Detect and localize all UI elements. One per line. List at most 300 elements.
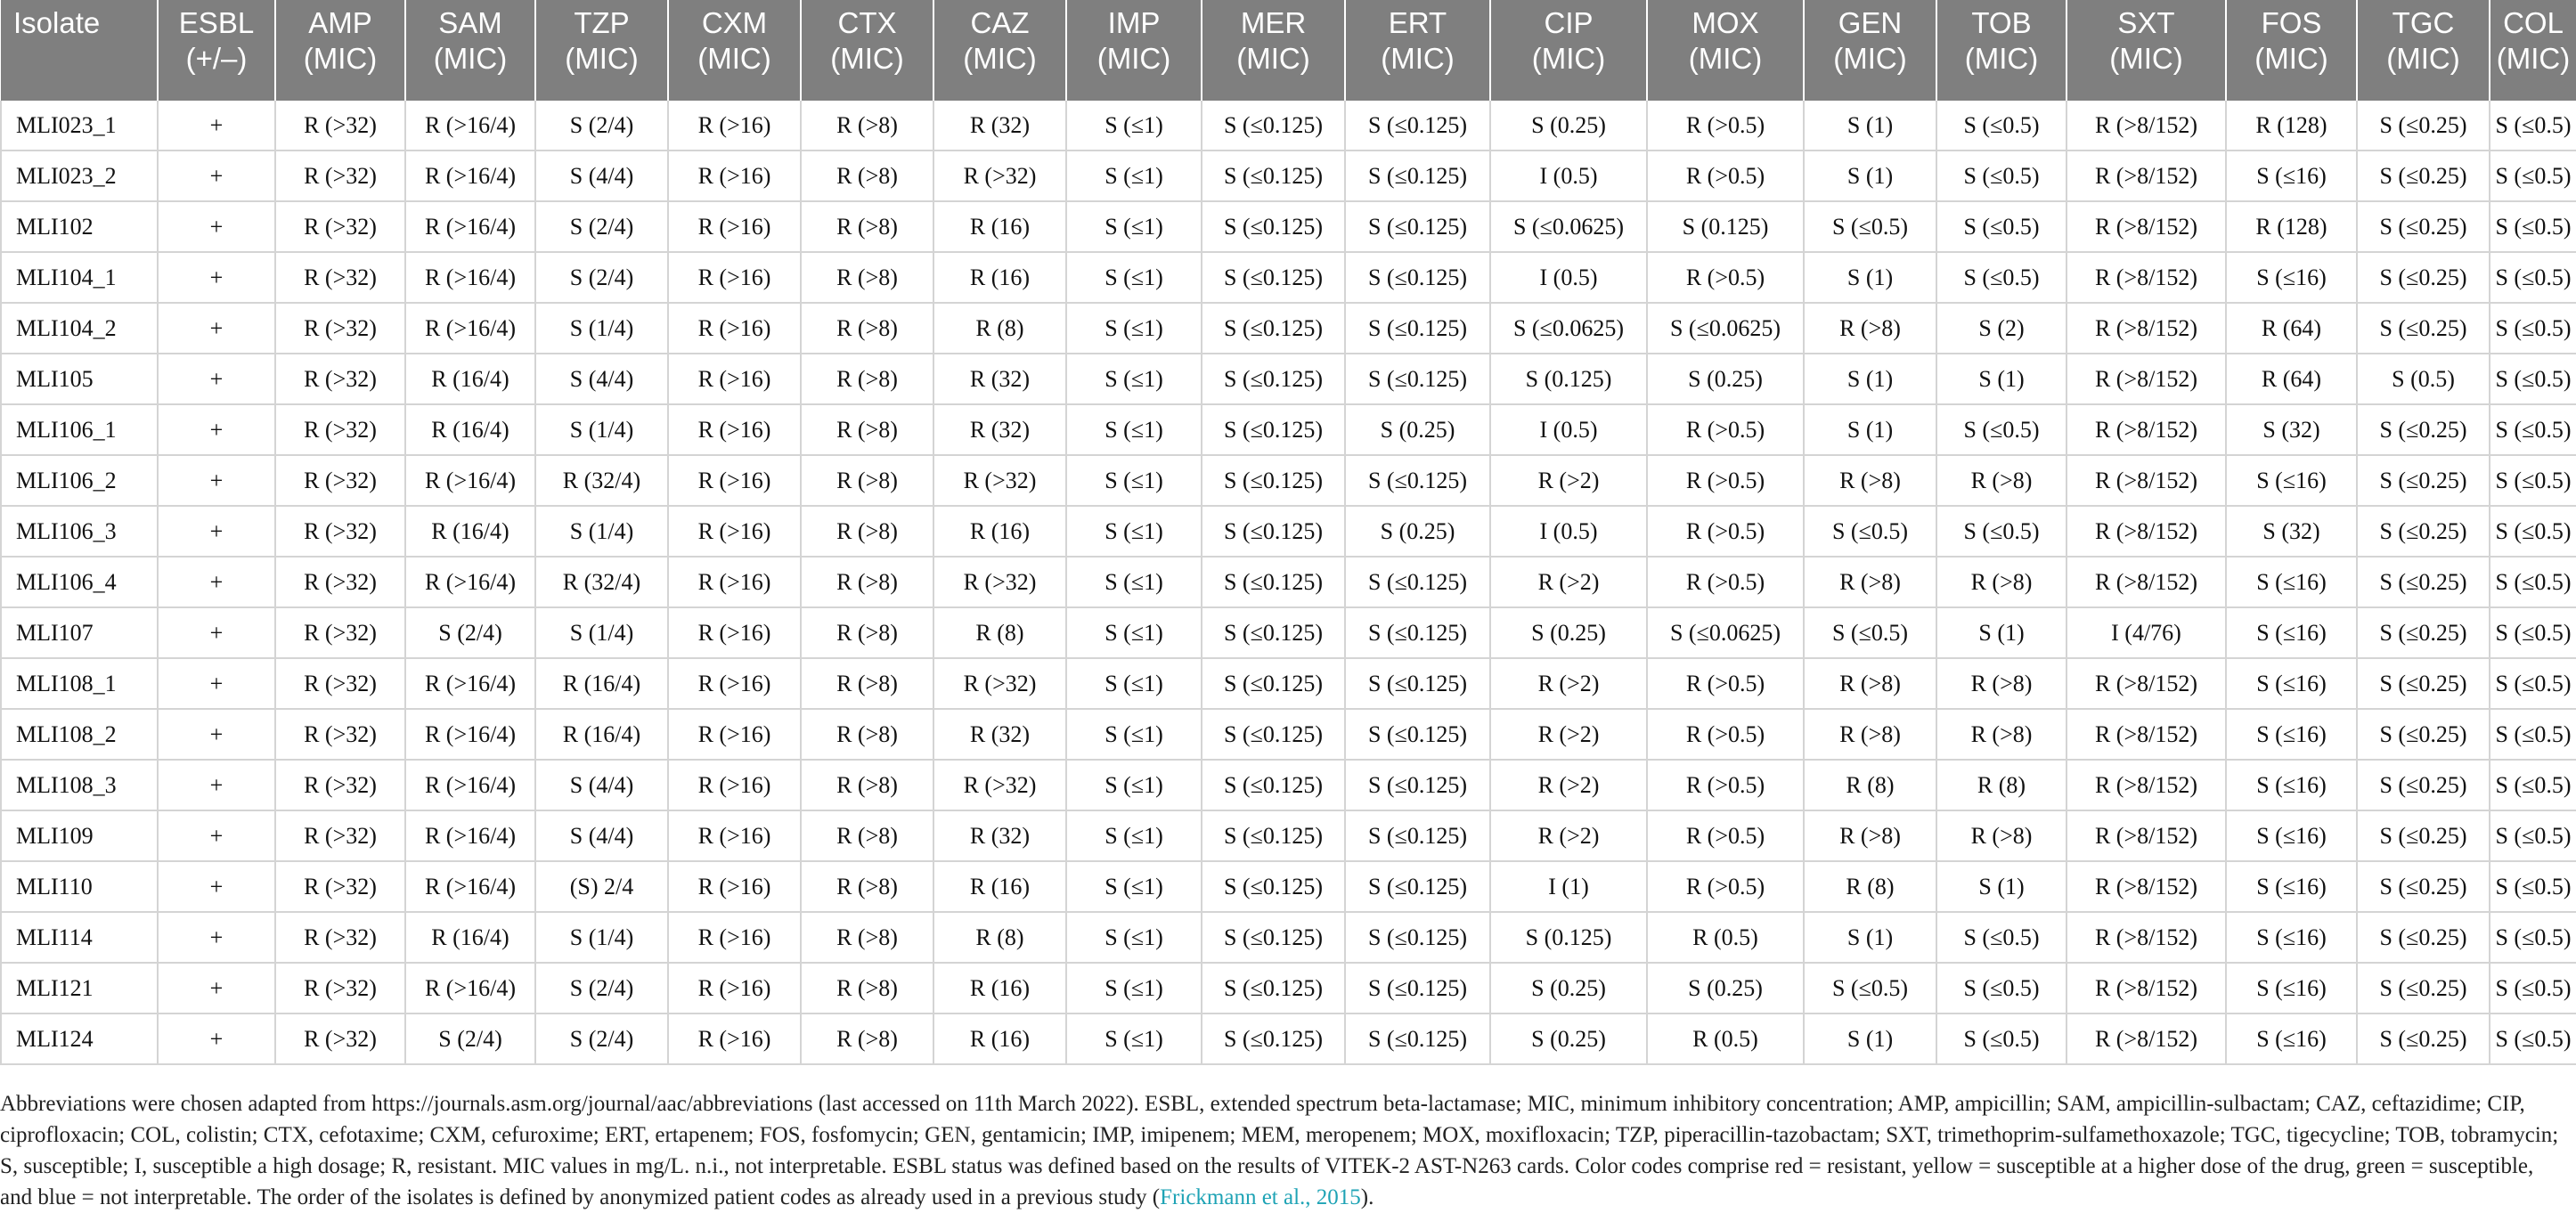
mic-cell: S (1) bbox=[1936, 607, 2067, 658]
mic-cell: R (>32) bbox=[275, 404, 405, 455]
mic-cell: R (>8) bbox=[1936, 658, 2067, 709]
mic-cell: R (>0.5) bbox=[1647, 658, 1804, 709]
mic-cell: R (>32) bbox=[275, 201, 405, 252]
mic-cell: S (≤0.125) bbox=[1202, 252, 1345, 303]
mic-cell: R (>32) bbox=[275, 861, 405, 912]
mic-cell: S (4/4) bbox=[535, 151, 668, 201]
mic-cell: R (>2) bbox=[1490, 658, 1647, 709]
mic-cell: S (≤1) bbox=[1066, 557, 1202, 607]
column-header: CAZ (MIC) bbox=[933, 0, 1066, 101]
mic-cell: R (>8/152) bbox=[2067, 861, 2226, 912]
mic-cell: S (32) bbox=[2226, 404, 2357, 455]
table-row bbox=[1, 912, 2576, 963]
mic-cell: S (≤0.125) bbox=[1345, 252, 1490, 303]
mic-cell: R (>32) bbox=[275, 557, 405, 607]
mic-cell: R (>16/4) bbox=[405, 101, 535, 151]
mic-cell: R (>16/4) bbox=[405, 252, 535, 303]
mic-cell: R (128) bbox=[2226, 101, 2357, 151]
mic-cell: S (≤0.25) bbox=[2357, 455, 2490, 506]
mic-cell: + bbox=[158, 861, 275, 912]
mic-cell: R (>8/152) bbox=[2067, 404, 2226, 455]
mic-cell: S (≤0.5) bbox=[2490, 201, 2576, 252]
mic-cell: R (>8) bbox=[1804, 455, 1936, 506]
column-header: ESBL (+/–) bbox=[158, 0, 275, 101]
mic-cell: S (≤0.125) bbox=[1202, 201, 1345, 252]
isolate-cell: MLI023_2 bbox=[1, 151, 158, 201]
mic-cell: + bbox=[158, 810, 275, 861]
isolate-cell: MLI114 bbox=[1, 912, 158, 963]
mic-cell: R (>32) bbox=[275, 912, 405, 963]
mic-cell: S (≤0.5) bbox=[1936, 151, 2067, 201]
mic-cell: S (≤0.25) bbox=[2357, 101, 2490, 151]
mic-cell: S (≤16) bbox=[2226, 658, 2357, 709]
mic-cell: R (>0.5) bbox=[1647, 709, 1804, 760]
mic-cell: R (>32) bbox=[275, 303, 405, 354]
mic-cell: R (>8) bbox=[801, 810, 933, 861]
isolate-cell: MLI106_4 bbox=[1, 557, 158, 607]
mic-cell: S (2/4) bbox=[535, 252, 668, 303]
mic-cell: R (>16/4) bbox=[405, 455, 535, 506]
mic-cell: R (>16) bbox=[668, 506, 801, 557]
mic-cell: R (>16) bbox=[668, 455, 801, 506]
mic-cell: + bbox=[158, 201, 275, 252]
mic-cell: R (16) bbox=[933, 963, 1066, 1013]
mic-cell: S (2/4) bbox=[535, 101, 668, 151]
mic-cell: S (≤0.125) bbox=[1202, 506, 1345, 557]
mic-cell: R (>8) bbox=[801, 303, 933, 354]
mic-cell: S (≤0.125) bbox=[1202, 354, 1345, 404]
mic-cell: S (≤0.5) bbox=[1936, 404, 2067, 455]
mic-cell: + bbox=[158, 557, 275, 607]
mic-cell: S (≤0.5) bbox=[1936, 963, 2067, 1013]
mic-cell: + bbox=[158, 658, 275, 709]
mic-cell: R (8) bbox=[1804, 760, 1936, 810]
mic-cell: S (≤0.125) bbox=[1345, 354, 1490, 404]
mic-cell: S (≤16) bbox=[2226, 861, 2357, 912]
mic-cell: S (≤0.125) bbox=[1202, 963, 1345, 1013]
mic-cell: S (≤0.125) bbox=[1345, 101, 1490, 151]
mic-cell: R (>32) bbox=[275, 607, 405, 658]
column-header: CIP (MIC) bbox=[1490, 0, 1647, 101]
isolate-cell: MLI106_1 bbox=[1, 404, 158, 455]
mic-cell: R (32) bbox=[933, 101, 1066, 151]
mic-cell: S (≤1) bbox=[1066, 455, 1202, 506]
mic-cell: R (>8) bbox=[1804, 557, 1936, 607]
mic-cell: R (>16) bbox=[668, 1013, 801, 1064]
mic-cell: R (>8) bbox=[801, 658, 933, 709]
mic-cell: R (>8) bbox=[801, 354, 933, 404]
mic-cell: S (≤0.125) bbox=[1202, 303, 1345, 354]
table-row bbox=[1, 963, 2576, 1013]
mic-cell: R (>8/152) bbox=[2067, 354, 2226, 404]
mic-cell: S (1) bbox=[1804, 1013, 1936, 1064]
column-header: ERT (MIC) bbox=[1345, 0, 1490, 101]
mic-cell: S (≤0.5) bbox=[2490, 963, 2576, 1013]
isolate-cell: MLI108_3 bbox=[1, 760, 158, 810]
mic-cell: R (>8/152) bbox=[2067, 151, 2226, 201]
mic-cell: R (>8/152) bbox=[2067, 201, 2226, 252]
mic-cell: S (≤1) bbox=[1066, 760, 1202, 810]
table-row bbox=[1, 506, 2576, 557]
mic-cell: S (1) bbox=[1936, 861, 2067, 912]
mic-cell: R (>32) bbox=[275, 455, 405, 506]
mic-cell: S (≤0.125) bbox=[1202, 810, 1345, 861]
mic-cell: R (16/4) bbox=[405, 404, 535, 455]
mic-cell: + bbox=[158, 760, 275, 810]
mic-cell: R (8) bbox=[933, 607, 1066, 658]
mic-cell: R (16) bbox=[933, 861, 1066, 912]
mic-cell: R (32) bbox=[933, 354, 1066, 404]
mic-cell: R (>0.5) bbox=[1647, 557, 1804, 607]
mic-cell: R (>0.5) bbox=[1647, 760, 1804, 810]
isolate-cell: MLI107 bbox=[1, 607, 158, 658]
mic-cell: R (32/4) bbox=[535, 557, 668, 607]
mic-cell: R (>8) bbox=[801, 963, 933, 1013]
mic-cell: S (0.125) bbox=[1490, 354, 1647, 404]
mic-cell: R (>0.5) bbox=[1647, 252, 1804, 303]
mic-cell: S (≤1) bbox=[1066, 404, 1202, 455]
mic-cell: S (≤0.5) bbox=[2490, 607, 2576, 658]
mic-cell: S (2/4) bbox=[535, 1013, 668, 1064]
mic-cell: R (>8) bbox=[1804, 709, 1936, 760]
mic-cell: S (≤16) bbox=[2226, 810, 2357, 861]
column-header: AMP (MIC) bbox=[275, 0, 405, 101]
mic-cell: S (0.25) bbox=[1647, 963, 1804, 1013]
mic-cell: R (>16) bbox=[668, 101, 801, 151]
table-row bbox=[1, 557, 2576, 607]
isolate-cell: MLI102 bbox=[1, 201, 158, 252]
mic-cell: R (>8) bbox=[801, 151, 933, 201]
table-row bbox=[1, 1013, 2576, 1064]
column-header: COL (MIC) bbox=[2490, 0, 2576, 101]
mic-cell: R (>16) bbox=[668, 404, 801, 455]
isolate-cell: MLI106_3 bbox=[1, 506, 158, 557]
mic-cell: S (≤0.5) bbox=[2490, 709, 2576, 760]
mic-cell: R (>32) bbox=[933, 151, 1066, 201]
mic-cell: S (≤1) bbox=[1066, 101, 1202, 151]
mic-cell: S (≤0.25) bbox=[2357, 912, 2490, 963]
mic-cell: S (≤16) bbox=[2226, 151, 2357, 201]
column-header: CTX (MIC) bbox=[801, 0, 933, 101]
mic-cell: R (16) bbox=[933, 506, 1066, 557]
mic-cell: S (≤0.125) bbox=[1345, 760, 1490, 810]
mic-cell: R (>16) bbox=[668, 963, 801, 1013]
mic-cell: R (>32) bbox=[933, 557, 1066, 607]
mic-cell: S (≤0.25) bbox=[2357, 658, 2490, 709]
mic-cell: + bbox=[158, 303, 275, 354]
table-header bbox=[1, 0, 2576, 101]
mic-cell: S (1) bbox=[1804, 354, 1936, 404]
mic-cell: R (128) bbox=[2226, 201, 2357, 252]
mic-cell: R (16/4) bbox=[535, 709, 668, 760]
mic-cell: S (≤0.5) bbox=[1936, 506, 2067, 557]
column-header: IMP (MIC) bbox=[1066, 0, 1202, 101]
mic-cell: + bbox=[158, 151, 275, 201]
mic-cell: I (0.5) bbox=[1490, 404, 1647, 455]
footnote-text: Abbreviations were chosen adapted from https://journals.asm.org/journal/aac/abbreviations (last accessed on 11th March 2022). ESBL, extended spectrum beta-lactamase; MIC, minimum inhibitory concentration; AMP, ampicillin; SAM, ampicillin-sulbactam; CAZ, ceftazidime; CIP, ciprofloxacin; COL, colistin; CTX, cefotaxime; CXM, cefuroxime; ERT, ertapenem; FOS, fosfomycin; GEN, gentamicin; IMP, imipenem; MEM, meropenem; MOX, moxifloxacin; TZP, piperacillin-tazobactam; SXT, trimethoprim-sulfamethoxazole; TGC, tigecycline; TOB, tobramycin; S, susceptible; I, susceptible a high dosage; R, resistant. MIC values in mg/L. n.i., not interpretable. ESBL status was defined based on the results of VITEK-2 AST-N263 cards. Color codes comprise red = resistant, yellow = susceptible at a higher dose of the drug, green = susceptible, and blue = not interpretable. The order of the isolates is defined by anonymized patient codes as already used in a previous study ( bbox=[0, 1092, 2559, 1209]
mic-cell: R (16/4) bbox=[405, 912, 535, 963]
mic-cell: S (≤0.5) bbox=[2490, 101, 2576, 151]
mic-cell: S (≤16) bbox=[2226, 252, 2357, 303]
mic-cell: S (≤0.125) bbox=[1202, 607, 1345, 658]
mic-cell: S (≤0.125) bbox=[1202, 455, 1345, 506]
table-row bbox=[1, 151, 2576, 201]
mic-cell: S (1/4) bbox=[535, 303, 668, 354]
column-header: SXT (MIC) bbox=[2067, 0, 2226, 101]
mic-cell: S (0.25) bbox=[1490, 1013, 1647, 1064]
mic-cell: S (0.25) bbox=[1345, 506, 1490, 557]
mic-cell: + bbox=[158, 101, 275, 151]
mic-cell: R (>8) bbox=[1804, 303, 1936, 354]
header-row bbox=[1, 0, 2576, 101]
mic-cell: S (1/4) bbox=[535, 404, 668, 455]
mic-cell: S (≤1) bbox=[1066, 506, 1202, 557]
mic-cell: S (≤0.5) bbox=[2490, 354, 2576, 404]
mic-cell: I (0.5) bbox=[1490, 506, 1647, 557]
mic-cell: S (1) bbox=[1936, 354, 2067, 404]
mic-cell: R (>32) bbox=[275, 354, 405, 404]
mic-cell: S (≤0.25) bbox=[2357, 1013, 2490, 1064]
isolate-cell: MLI109 bbox=[1, 810, 158, 861]
mic-cell: S (≤0.0625) bbox=[1647, 303, 1804, 354]
mic-cell: S (≤0.125) bbox=[1345, 557, 1490, 607]
mic-cell: S (≤0.5) bbox=[2490, 810, 2576, 861]
mic-cell: S (2/4) bbox=[535, 201, 668, 252]
mic-cell: S (≤1) bbox=[1066, 810, 1202, 861]
mic-cell: R (>16/4) bbox=[405, 963, 535, 1013]
mic-cell: I (0.5) bbox=[1490, 252, 1647, 303]
mic-cell: R (>32) bbox=[275, 151, 405, 201]
isolate-cell: MLI108_2 bbox=[1, 709, 158, 760]
mic-cell: S (≤0.5) bbox=[2490, 658, 2576, 709]
mic-cell: S (1) bbox=[1804, 912, 1936, 963]
mic-cell: R (>8) bbox=[801, 404, 933, 455]
mic-cell: R (>16) bbox=[668, 658, 801, 709]
mic-cell: S (≤0.5) bbox=[2490, 557, 2576, 607]
mic-cell: R (8) bbox=[933, 912, 1066, 963]
mic-cell: S (1) bbox=[1804, 101, 1936, 151]
mic-cell: R (>2) bbox=[1490, 455, 1647, 506]
mic-cell: R (>8) bbox=[1804, 810, 1936, 861]
mic-cell: S (0.125) bbox=[1490, 912, 1647, 963]
mic-cell: R (>16/4) bbox=[405, 201, 535, 252]
mic-cell: S (≤0.25) bbox=[2357, 709, 2490, 760]
mic-cell: S (≤0.25) bbox=[2357, 810, 2490, 861]
mic-cell: S (0.25) bbox=[1345, 404, 1490, 455]
mic-cell: + bbox=[158, 404, 275, 455]
mic-cell: R (>8) bbox=[801, 506, 933, 557]
mic-cell: S (≤0.25) bbox=[2357, 607, 2490, 658]
mic-cell: R (>8) bbox=[1804, 658, 1936, 709]
mic-cell: R (16/4) bbox=[535, 658, 668, 709]
mic-cell: R (>16) bbox=[668, 201, 801, 252]
mic-cell: S (≤0.125) bbox=[1345, 1013, 1490, 1064]
mic-cell: + bbox=[158, 963, 275, 1013]
mic-cell: R (>8/152) bbox=[2067, 912, 2226, 963]
mic-cell: R (>8) bbox=[1936, 455, 2067, 506]
mic-cell: R (>8/152) bbox=[2067, 709, 2226, 760]
table-row bbox=[1, 201, 2576, 252]
mic-cell: R (>0.5) bbox=[1647, 151, 1804, 201]
mic-cell: R (32) bbox=[933, 404, 1066, 455]
mic-cell: R (>8/152) bbox=[2067, 101, 2226, 151]
mic-cell: R (>8/152) bbox=[2067, 658, 2226, 709]
mic-cell: S (0.25) bbox=[1490, 963, 1647, 1013]
mic-cell: R (>8) bbox=[801, 252, 933, 303]
mic-cell: R (>8/152) bbox=[2067, 760, 2226, 810]
mic-cell: R (>32) bbox=[275, 252, 405, 303]
mic-cell: S (≤0.25) bbox=[2357, 506, 2490, 557]
table-row bbox=[1, 303, 2576, 354]
table-row bbox=[1, 252, 2576, 303]
mic-cell: S (4/4) bbox=[535, 810, 668, 861]
mic-cell: S (≤0.125) bbox=[1345, 151, 1490, 201]
mic-cell: R (16/4) bbox=[405, 354, 535, 404]
mic-cell: + bbox=[158, 1013, 275, 1064]
mic-cell: S (≤16) bbox=[2226, 709, 2357, 760]
mic-cell: R (>16/4) bbox=[405, 760, 535, 810]
mic-cell: S (≤1) bbox=[1066, 252, 1202, 303]
mic-cell: S (2) bbox=[1936, 303, 2067, 354]
mic-cell: R (>16) bbox=[668, 557, 801, 607]
mic-cell: S (≤0.125) bbox=[1202, 101, 1345, 151]
mic-cell: S (2/4) bbox=[405, 1013, 535, 1064]
mic-cell: R (>2) bbox=[1490, 709, 1647, 760]
mic-cell: S (≤16) bbox=[2226, 1013, 2357, 1064]
mic-cell: S (≤0.5) bbox=[2490, 252, 2576, 303]
isolate-cell: MLI124 bbox=[1, 1013, 158, 1064]
mic-cell: S (≤0.0625) bbox=[1490, 201, 1647, 252]
mic-cell: R (8) bbox=[1936, 760, 2067, 810]
mic-cell: S (≤0.0625) bbox=[1647, 607, 1804, 658]
table-row bbox=[1, 861, 2576, 912]
mic-cell: R (16) bbox=[933, 252, 1066, 303]
mic-cell: S (≤0.5) bbox=[2490, 303, 2576, 354]
mic-cell: R (>8) bbox=[1936, 810, 2067, 861]
mic-cell: + bbox=[158, 506, 275, 557]
mic-cell: S (1) bbox=[1804, 252, 1936, 303]
mic-cell: S (≤0.5) bbox=[2490, 760, 2576, 810]
column-header: GEN (MIC) bbox=[1804, 0, 1936, 101]
mic-cell: S (≤1) bbox=[1066, 151, 1202, 201]
mic-cell: R (8) bbox=[1804, 861, 1936, 912]
isolate-cell: MLI104_1 bbox=[1, 252, 158, 303]
mic-cell: I (0.5) bbox=[1490, 151, 1647, 201]
mic-cell: R (>32) bbox=[275, 963, 405, 1013]
column-header: MER (MIC) bbox=[1202, 0, 1345, 101]
mic-cell: R (>32) bbox=[275, 658, 405, 709]
mic-cell: R (0.5) bbox=[1647, 1013, 1804, 1064]
mic-cell: S (0.25) bbox=[1490, 607, 1647, 658]
mic-cell: R (>16/4) bbox=[405, 557, 535, 607]
mic-cell: R (>2) bbox=[1490, 760, 1647, 810]
table-row bbox=[1, 709, 2576, 760]
mic-cell: S (≤0.5) bbox=[1804, 607, 1936, 658]
isolate-cell: MLI121 bbox=[1, 963, 158, 1013]
mic-cell: S (≤0.125) bbox=[1345, 455, 1490, 506]
mic-cell: S (≤0.125) bbox=[1345, 607, 1490, 658]
mic-cell: R (>32) bbox=[275, 760, 405, 810]
mic-cell: S (≤1) bbox=[1066, 1013, 1202, 1064]
mic-cell: S (≤0.125) bbox=[1202, 912, 1345, 963]
table-row bbox=[1, 354, 2576, 404]
mic-cell: S (≤0.125) bbox=[1345, 201, 1490, 252]
mic-cell: S (≤16) bbox=[2226, 912, 2357, 963]
mic-cell: S (2/4) bbox=[405, 607, 535, 658]
mic-cell: R (>2) bbox=[1490, 810, 1647, 861]
mic-cell: R (32) bbox=[933, 709, 1066, 760]
mic-cell: R (>8) bbox=[801, 709, 933, 760]
mic-cell: I (4/76) bbox=[2067, 607, 2226, 658]
mic-cell: S (32) bbox=[2226, 506, 2357, 557]
isolate-cell: MLI108_1 bbox=[1, 658, 158, 709]
mic-cell: S (≤0.25) bbox=[2357, 760, 2490, 810]
mic-cell: R (>0.5) bbox=[1647, 101, 1804, 151]
mic-cell: S (≤0.125) bbox=[1202, 760, 1345, 810]
mic-cell: R (16) bbox=[933, 201, 1066, 252]
mic-cell: S (≤1) bbox=[1066, 912, 1202, 963]
mic-cell: S (≤0.5) bbox=[1936, 201, 2067, 252]
mic-cell: S (≤0.5) bbox=[1804, 201, 1936, 252]
table-row bbox=[1, 810, 2576, 861]
mic-cell: S (≤0.125) bbox=[1202, 557, 1345, 607]
mic-cell: R (>32) bbox=[933, 455, 1066, 506]
table-footnote bbox=[0, 1088, 2570, 1213]
mic-cell: S (≤0.5) bbox=[2490, 151, 2576, 201]
mic-cell: R (>16) bbox=[668, 861, 801, 912]
mic-cell: R (>8) bbox=[1936, 709, 2067, 760]
mic-cell: R (0.5) bbox=[1647, 912, 1804, 963]
mic-cell: R (>8/152) bbox=[2067, 303, 2226, 354]
mic-cell: R (>16/4) bbox=[405, 709, 535, 760]
mic-cell: R (>32) bbox=[275, 810, 405, 861]
mic-cell: R (>8/152) bbox=[2067, 506, 2226, 557]
mic-cell: S (0.25) bbox=[1647, 354, 1804, 404]
mic-cell: R (>16) bbox=[668, 354, 801, 404]
mic-cell: R (>0.5) bbox=[1647, 861, 1804, 912]
mic-cell: R (>8/152) bbox=[2067, 963, 2226, 1013]
mic-cell: R (>16/4) bbox=[405, 861, 535, 912]
mic-cell: S (≤0.125) bbox=[1345, 810, 1490, 861]
isolate-cell: MLI105 bbox=[1, 354, 158, 404]
mic-cell: S (≤16) bbox=[2226, 963, 2357, 1013]
mic-cell: S (≤0.5) bbox=[2490, 404, 2576, 455]
table-row bbox=[1, 607, 2576, 658]
column-header: MOX (MIC) bbox=[1647, 0, 1804, 101]
citation-link[interactable]: Frickmann et al., 2015 bbox=[1160, 1185, 1361, 1209]
mic-cell: S (≤0.25) bbox=[2357, 151, 2490, 201]
mic-cell: S (1/4) bbox=[535, 506, 668, 557]
mic-cell: S (≤0.5) bbox=[1936, 252, 2067, 303]
mic-cell: S (≤1) bbox=[1066, 861, 1202, 912]
mic-cell: S (≤0.0625) bbox=[1490, 303, 1647, 354]
mic-cell: S (4/4) bbox=[535, 354, 668, 404]
mic-cell: S (≤1) bbox=[1066, 354, 1202, 404]
mic-cell: S (≤0.5) bbox=[1804, 963, 1936, 1013]
mic-cell: R (>32) bbox=[933, 658, 1066, 709]
table-row bbox=[1, 760, 2576, 810]
mic-cell: S (≤16) bbox=[2226, 557, 2357, 607]
mic-cell: S (≤0.5) bbox=[2490, 1013, 2576, 1064]
footnote-suffix: ). bbox=[1360, 1185, 1374, 1209]
mic-cell: R (16/4) bbox=[405, 506, 535, 557]
mic-cell: R (>16) bbox=[668, 709, 801, 760]
table-row bbox=[1, 101, 2576, 151]
isolate-cell: MLI110 bbox=[1, 861, 158, 912]
mic-cell: R (>32) bbox=[275, 506, 405, 557]
mic-cell: R (>16) bbox=[668, 912, 801, 963]
mic-cell: S (0.5) bbox=[2357, 354, 2490, 404]
